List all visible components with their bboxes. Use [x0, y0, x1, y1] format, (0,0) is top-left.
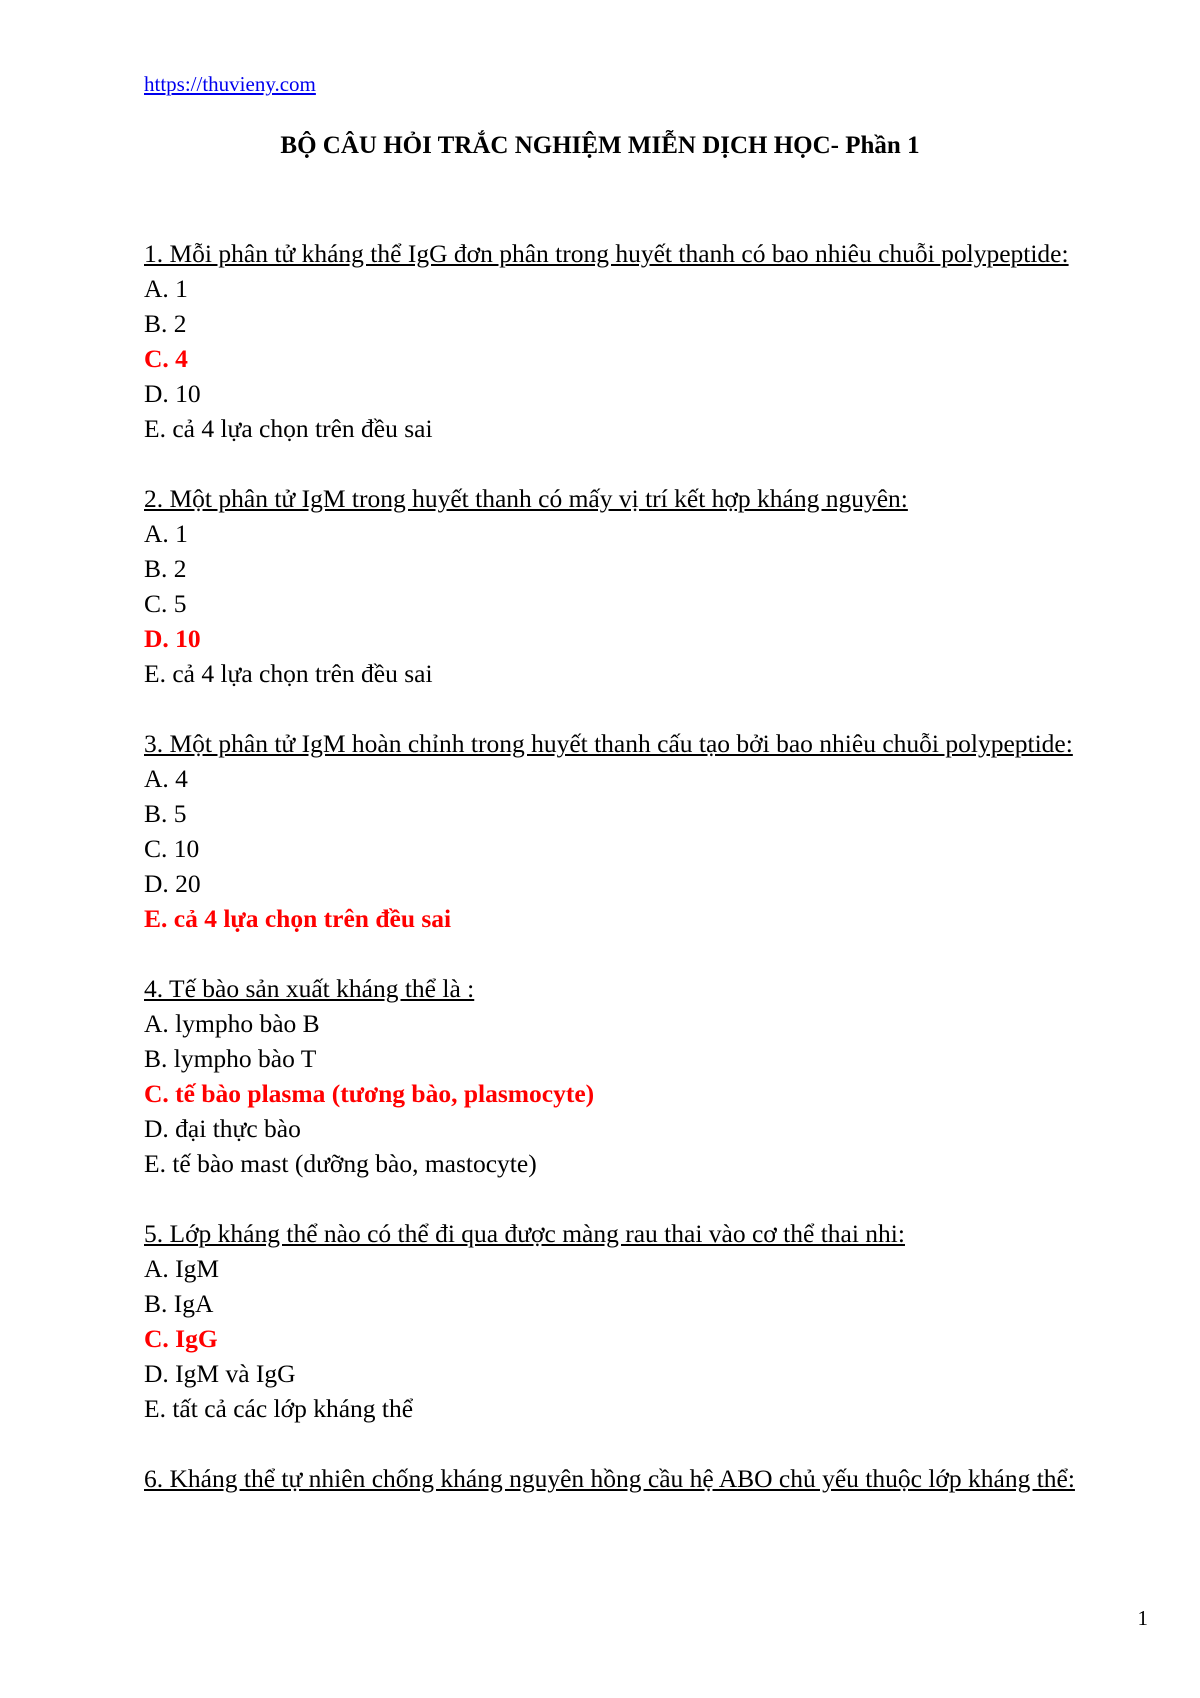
header-link[interactable]: https://thuvieny.com: [144, 72, 316, 96]
question-3: [144, 726, 1134, 936]
question-text: 3. Một phân tử IgM hoàn chỉnh trong huyết thanh cấu tạo bởi bao nhiêu chuỗi polypeptide:: [144, 729, 1073, 758]
answer-option: B. IgA: [144, 1289, 214, 1318]
document-title: BỘ CÂU HỎI TRẮC NGHIỆM MIỄN DỊCH HỌC- Phần 1: [280, 132, 920, 159]
answer-option: E. cả 4 lựa chọn trên đều sai: [144, 659, 433, 688]
answer-option: B. 2: [144, 309, 187, 338]
answer-option-correct: D. 10: [144, 624, 201, 653]
answer-option: A. 1: [144, 274, 188, 303]
answer-option: E. tế bào mast (dưỡng bào, mastocyte): [144, 1149, 537, 1178]
answer-option: D. IgM và IgG: [144, 1359, 296, 1388]
answer-option-correct: C. IgG: [144, 1324, 218, 1353]
answer-option: B. 5: [144, 799, 187, 828]
answer-option: B. lympho bào T: [144, 1044, 317, 1073]
question-2: [144, 481, 1134, 691]
answer-option-correct: E. cả 4 lựa chọn trên đều sai: [144, 904, 452, 933]
answer-option-correct: C. 4: [144, 344, 188, 373]
answer-option: D. đại thực bào: [144, 1114, 301, 1143]
answer-option: A. lympho bào B: [144, 1009, 320, 1038]
answer-option: E. tất cả các lớp kháng thể: [144, 1394, 414, 1423]
answer-option: C. 5: [144, 589, 187, 618]
answer-option: D. 10: [144, 379, 201, 408]
question-list: [144, 236, 1134, 1531]
answer-option: A. IgM: [144, 1254, 220, 1283]
page-number: 1: [1137, 1606, 1148, 1630]
question-text: 6. Kháng thể tự nhiên chống kháng nguyên hồng cầu hệ ABO chủ yếu thuộc lớp kháng thể:: [144, 1464, 1075, 1493]
answer-option: D. 20: [144, 869, 201, 898]
answer-option: A. 4: [144, 764, 188, 793]
answer-option: A. 1: [144, 519, 188, 548]
answer-option: C. 10: [144, 834, 200, 863]
question-text: 2. Một phân tử IgM trong huyết thanh có mấy vị trí kết hợp kháng nguyên:: [144, 484, 908, 513]
question-text: 4. Tế bào sản xuất kháng thể là :: [144, 974, 475, 1003]
question-6: [144, 1461, 1134, 1496]
answer-option-correct: C. tế bào plasma (tương bào, plasmocyte): [144, 1079, 595, 1108]
question-4: [144, 971, 1134, 1181]
question-text: 5. Lớp kháng thể nào có thể đi qua được màng rau thai vào cơ thể thai nhi:: [144, 1219, 905, 1248]
question-text: 1. Mỗi phân tử kháng thể IgG đơn phân trong huyết thanh có bao nhiêu chuỗi polypeptide:: [144, 239, 1069, 268]
answer-option: B. 2: [144, 554, 187, 583]
question-5: [144, 1216, 1134, 1426]
question-1: [144, 236, 1134, 446]
answer-option: E. cả 4 lựa chọn trên đều sai: [144, 414, 433, 443]
